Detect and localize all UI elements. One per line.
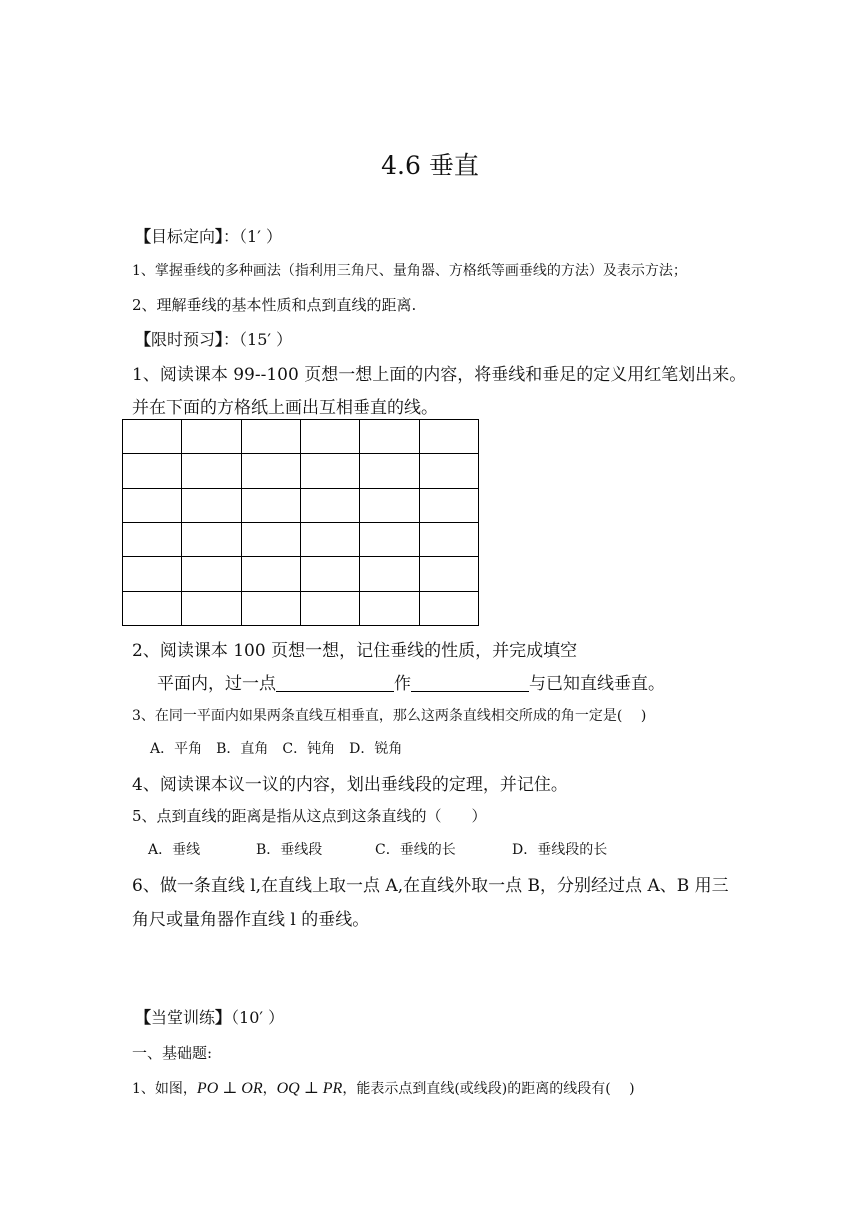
- grid-cell: [419, 557, 478, 591]
- grid-row: [123, 557, 479, 591]
- grid-cell: [241, 522, 300, 556]
- fill-text-c: 与已知直线垂直。: [529, 674, 665, 694]
- bracket-open: 【: [135, 1008, 152, 1027]
- grid-cell: [123, 488, 182, 522]
- preview-q6-line2: 角尺或量角器作直线 l 的垂线。: [132, 910, 370, 930]
- grid-cell: [360, 522, 419, 556]
- practice-q1-suffix: ，能表示点到直线(或线段)的距离的线段有( ): [342, 1081, 635, 1097]
- section-practice-heading: [135, 1005, 284, 1028]
- preview-q2-fill: [157, 669, 665, 694]
- q5-option-a: A．垂线: [148, 842, 201, 858]
- grid-cell: [182, 557, 241, 591]
- grid-row: [123, 488, 479, 522]
- grid-cell: [241, 557, 300, 591]
- bracket-open: 【: [135, 330, 152, 349]
- grid-row: [123, 454, 479, 488]
- goal-item-2: 2、理解垂线的基本性质和点到直线的距离.: [132, 296, 417, 314]
- preview-q1-line2: 并在下面的方格纸上画出互相垂直的线。: [132, 398, 438, 418]
- formula-oq-perp-pr: OQ ⊥ PR: [276, 1080, 343, 1097]
- practice-q1-prefix: 1、如图，: [132, 1081, 197, 1097]
- grid-cell: [419, 488, 478, 522]
- page-title: 4.6 垂直: [381, 151, 479, 180]
- grid-cell: [360, 454, 419, 488]
- section-goal-heading: [135, 224, 282, 247]
- bracket-close: 】: [215, 227, 224, 246]
- grid-row: [123, 420, 479, 454]
- section-goal-label: 目标定向: [151, 227, 216, 246]
- bracket-close: 】: [215, 330, 224, 349]
- grid-cell: [419, 591, 478, 625]
- grid-cell: [123, 591, 182, 625]
- grid-cell: [123, 557, 182, 591]
- grid-cell: [360, 591, 419, 625]
- practice-q1: [132, 1078, 635, 1098]
- grid-cell: [123, 454, 182, 488]
- grid-cell: [360, 488, 419, 522]
- section-practice-label: 当堂训练: [151, 1008, 216, 1027]
- practice-q1-comma: ，: [262, 1081, 277, 1097]
- section-preview-heading: [135, 327, 292, 350]
- fill-text-a: 平面内，过一点: [157, 674, 276, 694]
- grid-cell: [419, 420, 478, 454]
- bracket-close: 】: [215, 1008, 232, 1027]
- grid-cell: [360, 420, 419, 454]
- practice-subheading: 一、基础题:: [132, 1044, 213, 1062]
- preview-q4: 4、阅读课本议一议的内容，划出垂线段的定理，并记住。: [132, 775, 568, 795]
- section-preview-label: 限时预习: [151, 330, 216, 349]
- grid-cell: [182, 522, 241, 556]
- q5-option-b: B．垂线段: [256, 842, 323, 858]
- grid-cell: [182, 420, 241, 454]
- grid-cell: [300, 488, 359, 522]
- grid-cell: [419, 454, 478, 488]
- q5-option-c: C．垂线的长: [375, 842, 456, 858]
- grid-cell: [300, 522, 359, 556]
- grid-cell: [241, 488, 300, 522]
- fill-text-b: 作: [394, 674, 411, 694]
- grid-cell: [241, 591, 300, 625]
- goal-item-1: 1、掌握垂线的多种画法（指利用三角尺、量角器、方格纸等画垂线的方法）及表示方法；: [132, 263, 687, 279]
- formula-po-perp-or: PO ⊥ OR: [196, 1080, 263, 1097]
- grid-cell: [123, 420, 182, 454]
- preview-q6-line1: 6、做一条直线 l,在直线上取一点 A,在直线外取一点 B，分别经过点 A、B 用三: [132, 876, 729, 896]
- grid-cell: [300, 454, 359, 488]
- grid-cell: [182, 591, 241, 625]
- grid-row: [123, 591, 479, 625]
- grid-cell: [300, 591, 359, 625]
- preview-q1-line1: 1、阅读课本 99--100 页想一想上面的内容，将垂线和垂足的定义用红笔划出来。: [132, 365, 747, 385]
- section-preview-time: ：（15′ ）: [223, 330, 293, 349]
- grid-cell: [241, 420, 300, 454]
- grid-cell: [241, 454, 300, 488]
- grid-cell: [182, 488, 241, 522]
- q5-option-d: D．垂线段的长: [512, 842, 608, 858]
- bracket-open: 【: [135, 227, 152, 246]
- section-practice-time: （10′ ）: [231, 1008, 285, 1027]
- preview-q3: 3、在同一平面内如果两条直线互相垂直，那么这两条直线相交所成的角一定是( ): [132, 708, 647, 724]
- preview-q3-options: A．平角 B．直角 C．钝角 D．锐角: [150, 741, 403, 757]
- grid-row: [123, 522, 479, 556]
- fill-blank-1[interactable]: [276, 675, 394, 692]
- graph-paper-grid: [122, 419, 479, 626]
- fill-blank-2[interactable]: [411, 675, 529, 692]
- grid-cell: [123, 522, 182, 556]
- grid-cell: [300, 420, 359, 454]
- grid-cell: [360, 557, 419, 591]
- grid-cell: [300, 557, 359, 591]
- preview-q5: 5、点到直线的距离是指从这点到这条直线的（ ）: [132, 807, 487, 825]
- section-goal-time: ：（1′ ）: [223, 227, 282, 246]
- grid-cell: [419, 522, 478, 556]
- preview-q2: 2、阅读课本 100 页想一想，记住垂线的性质，并完成填空: [132, 641, 578, 661]
- grid-cell: [182, 454, 241, 488]
